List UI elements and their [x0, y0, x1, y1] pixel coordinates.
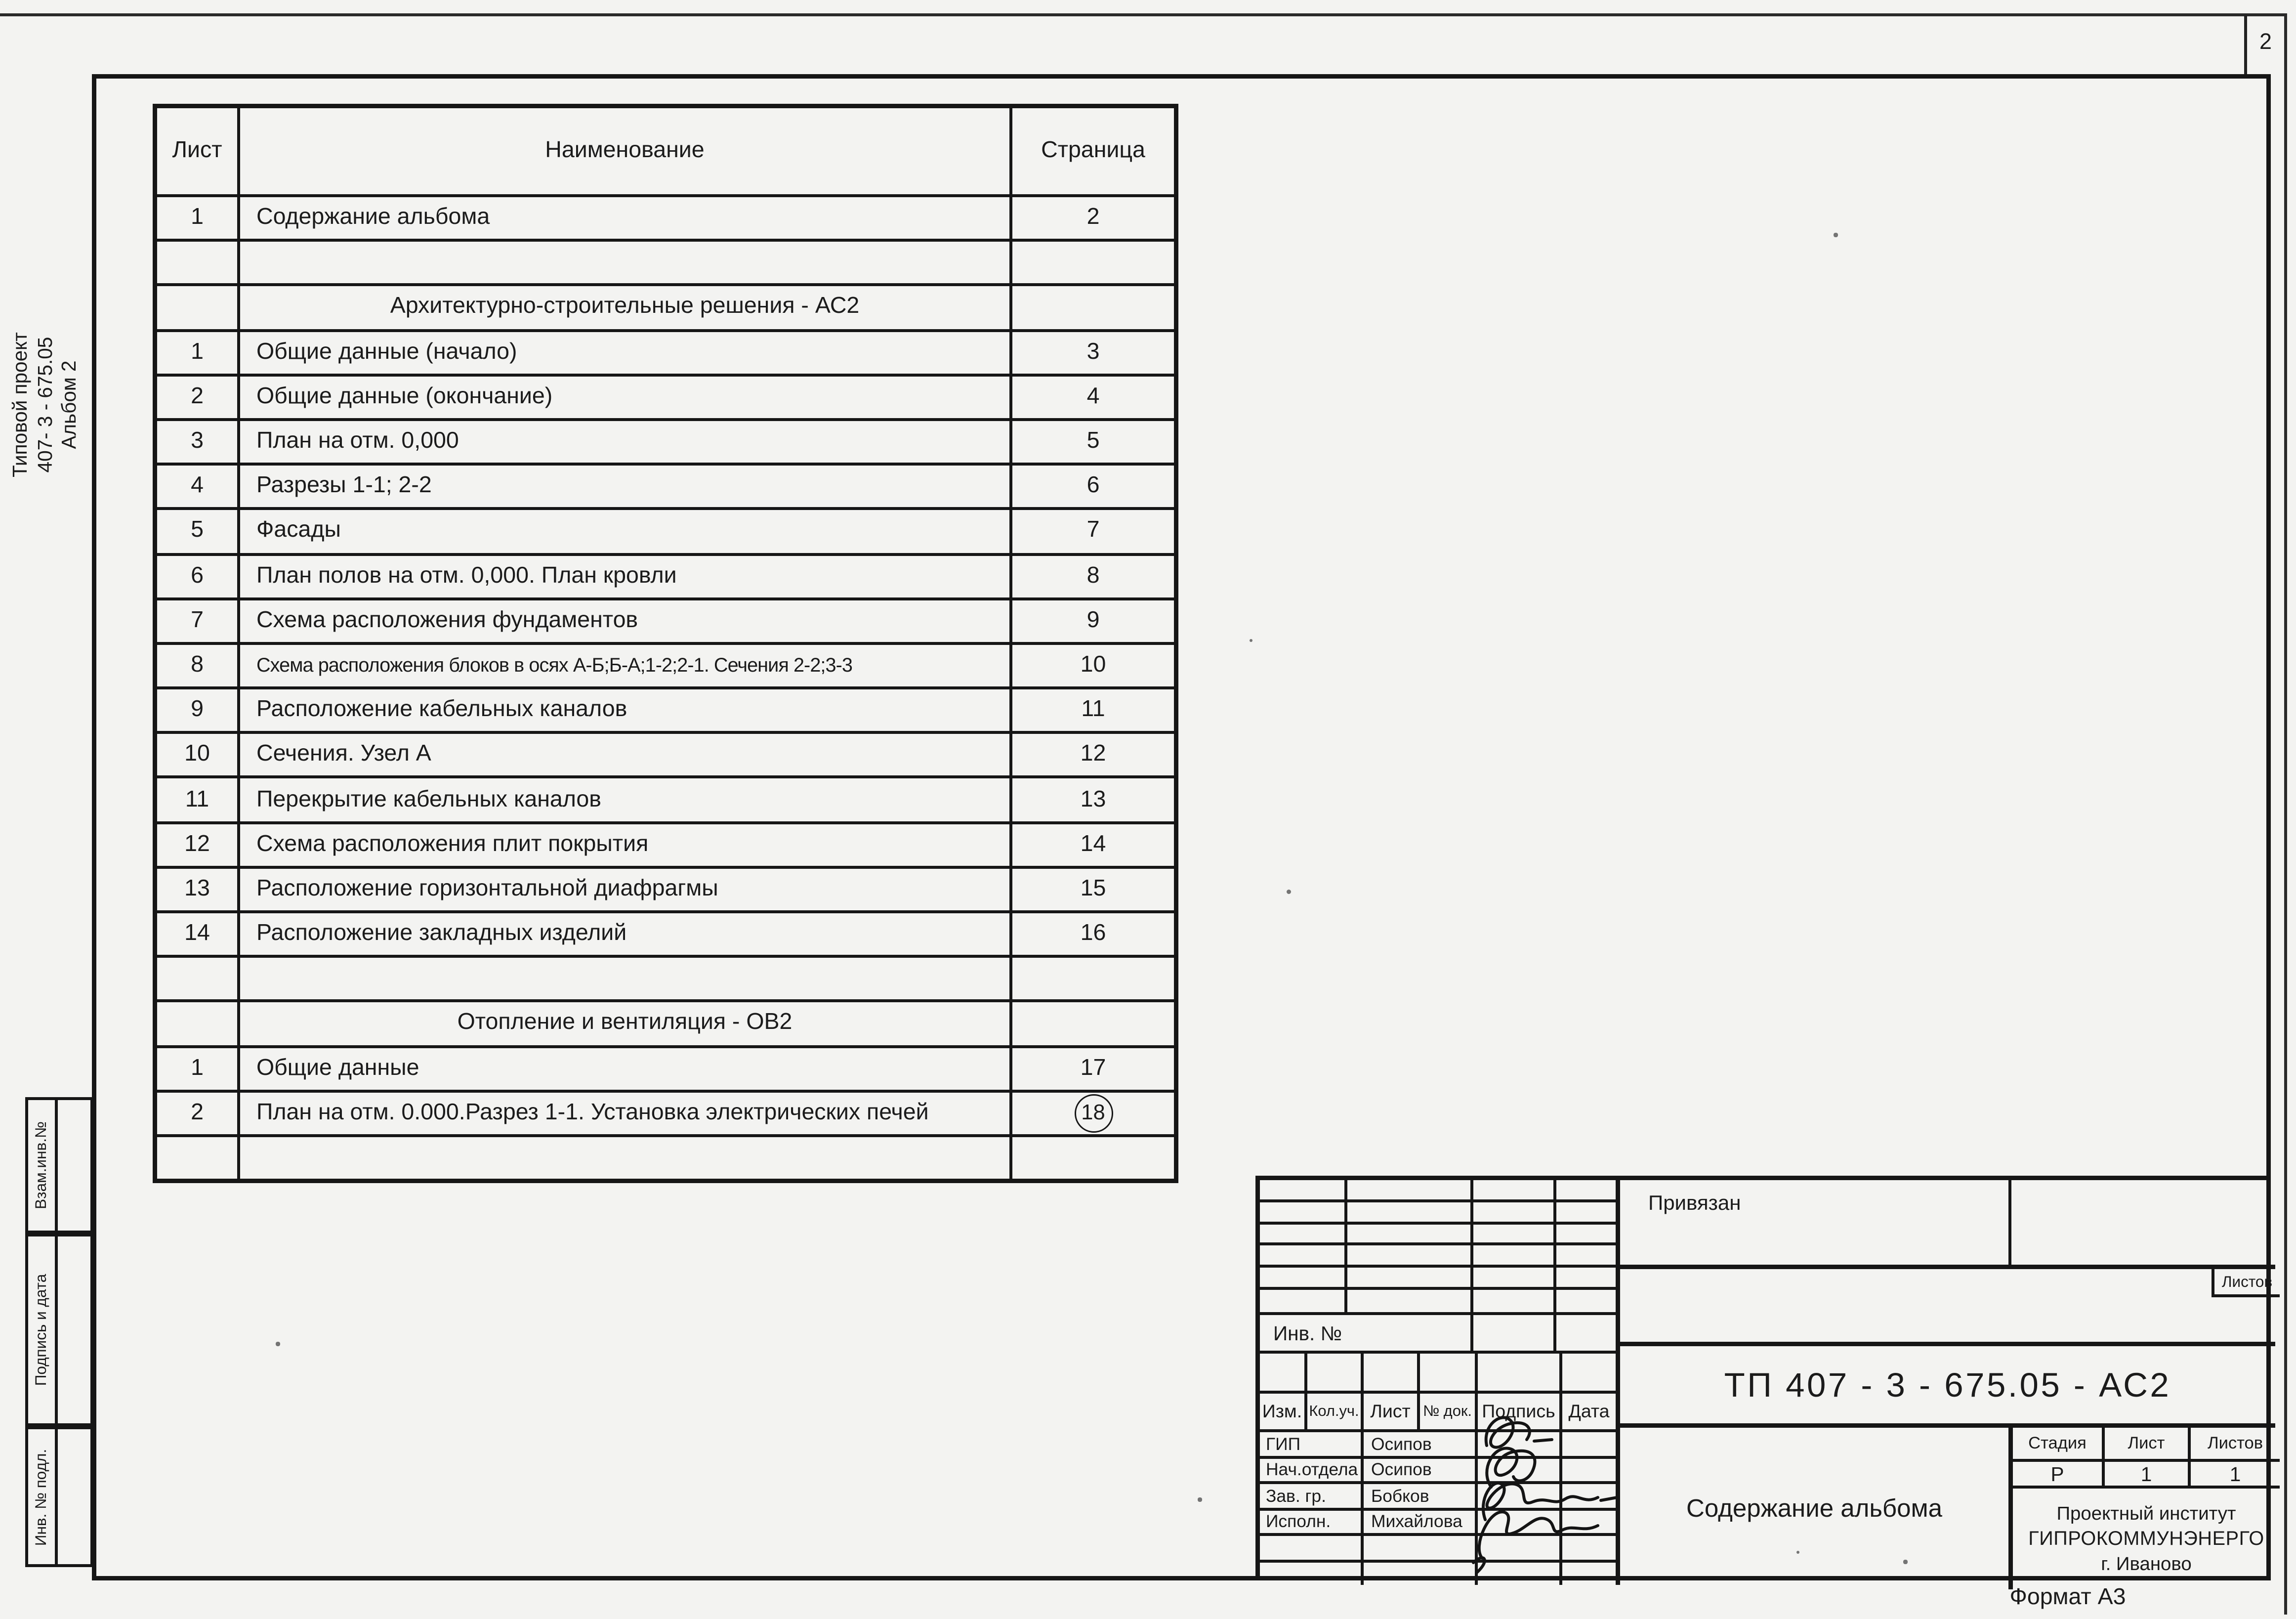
table-row — [157, 418, 1174, 463]
binding-note-cell — [1616, 1180, 2008, 1265]
bottom-band — [1616, 1423, 2275, 1585]
page-cell — [1012, 1003, 1174, 1045]
table-row — [157, 865, 1174, 910]
table-row — [157, 1045, 1174, 1090]
page-cell: 6 — [1086, 473, 1100, 499]
stage-table — [2013, 1428, 2280, 1489]
sheet-cell: 14 — [157, 913, 240, 955]
sheet-cell: 9 — [157, 689, 240, 731]
section-row — [157, 284, 1174, 329]
sheet-cell: 13 — [157, 868, 240, 910]
table-row — [157, 508, 1174, 553]
scan-speck — [1287, 890, 1291, 894]
sheet-cell — [157, 958, 240, 1000]
rev-col-dok: № док. — [1420, 1394, 1478, 1429]
table-row — [157, 776, 1174, 821]
middle-band — [1616, 1265, 2275, 1342]
page-cell: 3 — [1086, 339, 1100, 364]
sheet-title: Содержание альбома — [1620, 1428, 2013, 1589]
stamp-inv-podl — [25, 1426, 93, 1567]
binding-note: Привязан — [1648, 1191, 1741, 1214]
page-cell — [1012, 287, 1174, 329]
table-row — [157, 821, 1174, 866]
sheet-cell: 1 — [157, 197, 240, 239]
stamp-vzam-label: Взам.инв.№ — [33, 1121, 50, 1209]
name-cell: Архитектурно-строительные решения - АС2 — [240, 287, 1012, 329]
name-cell: Содержание альбома — [240, 197, 1012, 239]
sheet-cell: 1 — [157, 332, 240, 374]
page-cell — [1012, 242, 1174, 284]
stage-header: Стадия — [2013, 1428, 2105, 1462]
stamp-label-cell — [28, 1100, 58, 1231]
contents-body — [157, 194, 1174, 1179]
signature-row-ispoln: Исполн. Михайлова — [1260, 1507, 1616, 1534]
stamp-podpis-label: Подпись и дата — [33, 1274, 50, 1386]
name-cell: Расположение горизонтальной диафрагмы — [240, 868, 1012, 910]
sheet-cell: 10 — [157, 734, 240, 776]
page-cell: 17 — [1080, 1055, 1106, 1080]
page-cell — [1012, 1137, 1174, 1179]
signature-row-empty — [1260, 1559, 1616, 1585]
name-cell: План на отм. 0.000.Разрез 1-1. Установка электрических печей — [240, 1092, 1012, 1134]
table-row — [157, 731, 1174, 776]
stamp-podpis-data — [25, 1234, 93, 1426]
revision-empty-row — [1260, 1351, 1616, 1391]
top-right-empty-cell — [2008, 1180, 2275, 1265]
signature-row-zavgr: Зав. гр. Бобков — [1260, 1481, 1616, 1507]
name-cell: Общие данные (начало) — [240, 332, 1012, 374]
scan-speck — [1250, 639, 1252, 642]
sheet-cell: 8 — [157, 645, 240, 687]
sheet-cell — [157, 287, 240, 329]
name-cell: Перекрытие кабельных каналов — [240, 779, 1012, 821]
scan-speck — [1834, 233, 1837, 237]
page-cell: 11 — [1081, 697, 1105, 723]
doc-number: ТП 407 - 3 - 675.05 - АС2 — [1616, 1342, 2275, 1423]
name-cell: Схема расположения фундаментов — [240, 600, 1012, 642]
table-row — [157, 194, 1174, 239]
name-cell: Расположение закладных изделий — [240, 913, 1012, 955]
header-name: Наименование — [240, 108, 1012, 194]
approval-grid — [1260, 1180, 1616, 1312]
page-cell: 10 — [1080, 652, 1106, 678]
page-right-edge-line — [2284, 13, 2287, 1615]
stamp-inv-label: Инв. № подл. — [33, 1448, 50, 1545]
name-cell: Разрезы 1-1; 2-2 — [240, 466, 1012, 508]
table-row — [157, 463, 1174, 508]
name-cell: План полов на отм. 0,000. План кровли — [240, 555, 1012, 597]
project-number: 407- 3 - 675.05 — [33, 337, 56, 473]
name-cell: Общие данные (окончание) — [240, 376, 1012, 418]
page-cell: 12 — [1080, 742, 1106, 767]
listov-header: Листов — [2191, 1428, 2280, 1462]
page-cell: 15 — [1080, 876, 1106, 901]
name-cell: Схема расположения плит покрытия — [240, 824, 1012, 866]
name-cell: Расположение кабельных каналов — [240, 689, 1012, 731]
page-top-edge-line — [0, 13, 2284, 16]
list-value: 1 — [2105, 1462, 2191, 1489]
sheet-cell: 12 — [157, 824, 240, 866]
project-name: Типовой проект — [9, 332, 31, 477]
sheet-cell: 2 — [157, 1092, 240, 1134]
listov-label-cell: Листов — [2212, 1269, 2280, 1297]
table-row — [157, 553, 1174, 597]
list-header: Лист — [2105, 1428, 2191, 1462]
name-cell: План на отм. 0,000 — [240, 421, 1012, 463]
inv-number-row — [1260, 1312, 1616, 1351]
sheet-cell: 2 — [157, 376, 240, 418]
sheet-cell — [157, 1137, 240, 1179]
rev-col-podpis: Подпись — [1478, 1394, 1562, 1429]
signature-row-gip: ГИП Осипов — [1260, 1429, 1616, 1455]
stamp-label-cell — [28, 1429, 58, 1564]
table-row — [157, 373, 1174, 418]
table-row — [157, 686, 1174, 731]
title-block — [1255, 1176, 2271, 1580]
name-cell: Фасады — [240, 511, 1012, 553]
page-number: 2 — [2259, 29, 2272, 54]
format-note: Формат А3 — [2009, 1585, 2126, 1610]
inv-empty-cell — [1556, 1315, 1616, 1351]
sheet-cell: 11 — [157, 779, 240, 821]
contents-table — [153, 104, 1178, 1183]
institute-cell — [2013, 1489, 2280, 1589]
page-cell: 8 — [1086, 562, 1100, 588]
empty-row — [157, 955, 1174, 1000]
page-cell: 4 — [1086, 383, 1100, 409]
rev-col-izm: Изм. — [1260, 1394, 1307, 1429]
scan-speck — [276, 1342, 280, 1346]
name-cell: Сечения. Узел А — [240, 734, 1012, 776]
name-cell: Общие данные — [240, 1048, 1012, 1090]
header-page: Страница — [1041, 138, 1145, 163]
name-cell — [240, 242, 1012, 284]
signature-rows — [1260, 1429, 1616, 1585]
page-cell: 9 — [1086, 607, 1100, 633]
rev-col-data: Дата — [1568, 1401, 1610, 1422]
scan-speck — [1903, 1560, 1907, 1564]
institute-line3: г. Иваново — [2101, 1551, 2192, 1574]
page-cell — [1012, 958, 1174, 1000]
sheet-cell — [157, 1003, 240, 1045]
page-number-divider — [2244, 15, 2247, 74]
scan-speck — [1198, 1497, 1202, 1501]
page-cell: 2 — [1086, 205, 1100, 230]
page-cell: 13 — [1080, 786, 1106, 812]
name-cell — [240, 1137, 1012, 1179]
contents-header-row — [157, 108, 1174, 194]
signature-row-nachotdela: Нач.отдела Осипов — [1260, 1455, 1616, 1482]
stamp-label-cell — [28, 1236, 58, 1423]
name-cell: Схема расположения блоков в осях А-Б;Б-А;1-2;2-1. Сечения 2-2;3-3 — [240, 645, 1012, 687]
project-album: Альбом 2 — [58, 360, 80, 449]
table-row — [157, 597, 1174, 642]
stage-value: Р — [2013, 1462, 2105, 1489]
sheet-cell: 6 — [157, 555, 240, 597]
page-cell: 7 — [1086, 518, 1100, 544]
table-row — [157, 1089, 1174, 1134]
inv-empty-cell — [1473, 1315, 1556, 1351]
revision-header-row — [1260, 1391, 1616, 1429]
section-row — [157, 1000, 1174, 1045]
sheet-cell: 5 — [157, 511, 240, 553]
sheet-cell: 7 — [157, 600, 240, 642]
table-row — [157, 910, 1174, 955]
sheet-cell: 1 — [157, 1048, 240, 1090]
page-cell: 18 — [1012, 1092, 1174, 1134]
sheet-cell: 4 — [157, 466, 240, 508]
sheet-cell: 3 — [157, 421, 240, 463]
scan-speck — [1796, 1551, 1799, 1554]
inv-number-label: Инв. № — [1260, 1315, 1473, 1351]
institute-line2: ГИПРОКОММУНЭНЕРГО — [2028, 1528, 2264, 1550]
sheet-cell — [157, 242, 240, 284]
table-row — [157, 642, 1174, 687]
page-cell: 14 — [1080, 831, 1106, 857]
signature-row-empty — [1260, 1533, 1616, 1559]
header-sheet: Лист — [157, 108, 240, 194]
rev-col-koluch: Кол.уч. — [1307, 1394, 1364, 1429]
stamp-vzam-inv — [25, 1097, 93, 1234]
table-row — [157, 329, 1174, 374]
institute-line1: Проектный институт — [2056, 1501, 2236, 1524]
empty-row — [157, 239, 1174, 284]
page-cell: 16 — [1080, 921, 1106, 946]
name-cell — [240, 958, 1012, 1000]
name-cell: Отопление и вентиляция - ОВ2 — [240, 1003, 1012, 1045]
project-side-label — [9, 264, 83, 546]
listov-value: 1 — [2191, 1462, 2280, 1489]
empty-row — [157, 1134, 1174, 1179]
page-cell: 5 — [1086, 428, 1100, 454]
rev-col-list: Лист — [1364, 1394, 1420, 1429]
